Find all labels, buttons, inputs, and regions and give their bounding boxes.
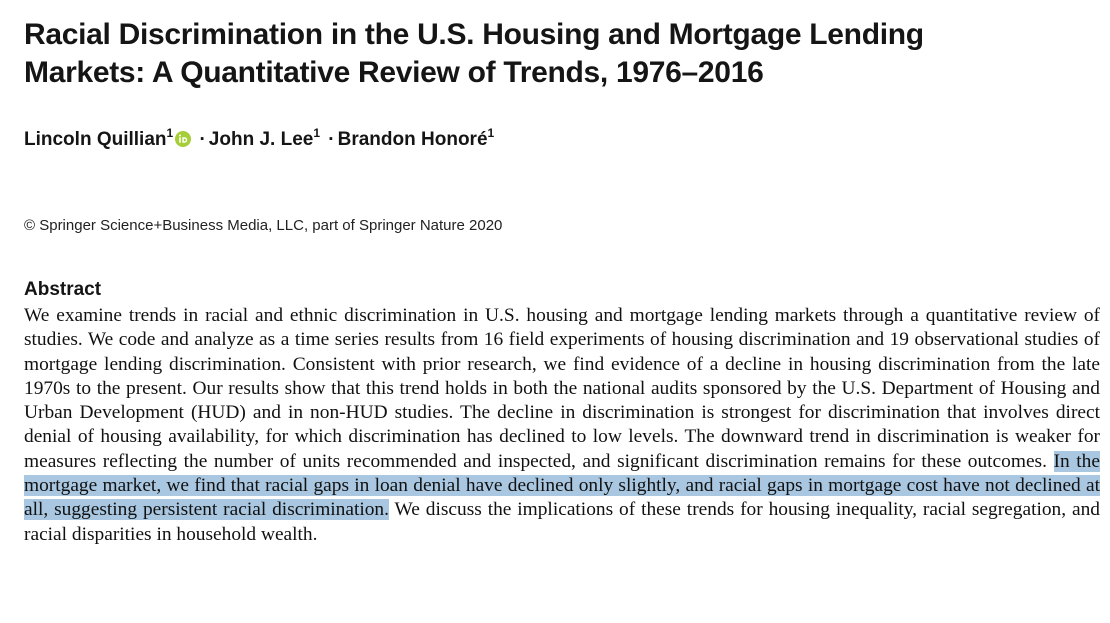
affiliation-marker: 1 — [166, 126, 174, 140]
selected-text-highlight[interactable]: In the mortgage market, we find that racial gaps in loan denial have declined only slightly, and racial gaps in mortgage cost have not declined at all, suggesting persistent racial discrimination. — [24, 450, 1100, 521]
author-list — [24, 128, 494, 152]
paper-title: Racial Discrimination in the U.S. Housing and Mortgage Lending Markets: A Quantitative Review of Trends, 1976–2016 — [24, 18, 924, 89]
affiliation-marker: 1 — [313, 126, 321, 140]
copyright-notice: © Springer Science+Business Media, LLC, part of Springer Nature 2020 — [24, 217, 503, 234]
author-separator: · — [328, 129, 335, 150]
author-name[interactable]: Brandon Honoré — [337, 129, 488, 150]
abstract-text-segment: We examine trends in racial and ethnic discrimination in U.S. housing and mortgage lending markets through a quantitative review of studies. We code and analyze as a time series results from 16 field experiments of housing discrimination and 19 observational studies of mortgage lending discrimination. Consistent with prior research, we find evidence of a decline in housing discrimination from the late 1970s to the present. Our results show that this trend holds in both the national audits sponsored by the U.S. Department of Housing and Urban Development (HUD) and in non-HUD studies. The decline in discrimination is strongest for discrimination that involves direct denial of housing availability, for which discrimination has declined to low levels. The downward trend in discrimination is weaker for measures reflecting the number of units recommended and inspected, and significant discrimination remains for these outcomes. — [24, 305, 1100, 472]
author-separator: · — [199, 129, 206, 150]
orcid-icon[interactable] — [175, 130, 191, 146]
abstract-text[interactable] — [24, 304, 1100, 547]
affiliation-marker: 1 — [487, 126, 495, 140]
abstract-text-segment: We discuss the implications of these trends for housing inequality, racial segregation, and racial disparities in household wealth. — [24, 499, 1100, 545]
author-name[interactable]: John J. Lee — [208, 129, 314, 150]
author-name[interactable]: Lincoln Quillian — [24, 129, 167, 150]
abstract-heading: Abstract — [24, 279, 102, 300]
